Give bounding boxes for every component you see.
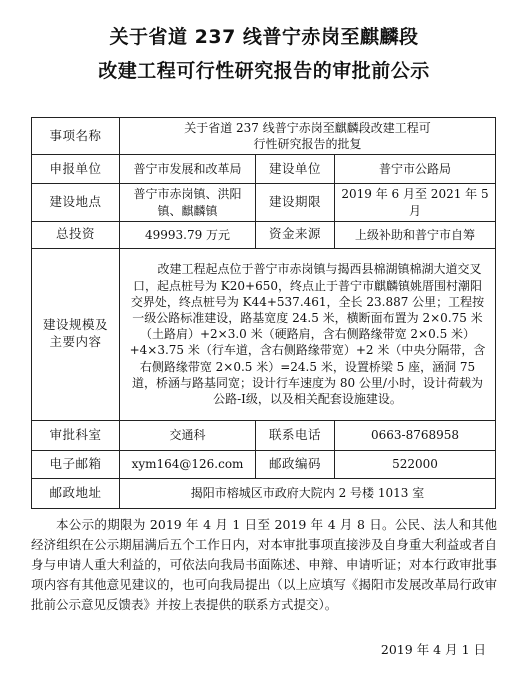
publicity-notice: 本公示的期限为 2019 年 4 月 1 日至 2019 年 4 月 8 日。公民、法人和其他经济组织在公示期届满后五个工作日内，对本审批事项直接涉及自身重大利益或者自身与申请人重大利益的，可依法向我局书面陈述、申辩、申请听证；对本行政审批事项内容有其他意见建议的，也可向我局提出（以上应填写《揭阳市发展改革局行政审批前公示意见反馈表》并按上表提供的联系方式提交）。 — [31, 517, 497, 612]
phone-value: 0663-8768958 — [335, 420, 496, 450]
email-label: 电子邮箱 — [32, 450, 120, 478]
period-value: 2019 年 6 月至 2021 年 5 月 — [335, 184, 496, 221]
publicity-table — [31, 117, 496, 509]
scope-value: 改建工程起点位于普宁市赤岗镇与揭西县棉湖镇棉湖大道交叉口，起点桩号为 K20+650，终点止于普宁市麒麟镇姚厝围村潮阳交界处，终点桩号为 K44+537.461，全长 23.887 公里；工程按一级公路标准建设，路基宽度 24.5 米，横断面布置为 2×0.75 米（土路肩）+2×3.0 米（硬路肩，含右侧路缘带宽 2×0.5 米）+4×3.75 米（行车道，含右侧路缘带宽）+2 米（中央分隔带，含右侧路缘带宽 2×0.5 米）=24.5 米，设置桥梁 5 座，涵洞 75 道，桥涵与路基同宽；设计行车速度为 80 公里/小时，设计荷载为公路-Ⅰ级，以及相关配套设施建设。 — [120, 248, 496, 420]
location-value: 普宁市赤岗镇、洪阳镇、麒麟镇 — [120, 184, 256, 221]
row-office — [32, 420, 496, 450]
period-label: 建设期限 — [256, 184, 335, 221]
office-value: 交通科 — [120, 420, 256, 450]
applicant-value: 普宁市发展和改革局 — [120, 155, 256, 184]
item-name-label: 事项名称 — [32, 118, 120, 155]
office-label: 审批科室 — [32, 420, 120, 450]
investment-label: 总投资 — [32, 221, 120, 248]
email-value: xym164@126.com — [120, 450, 256, 478]
item-name-value: 关于省道 237 线普宁赤岗至麒麟段改建工程可行性研究报告的批复 — [120, 118, 496, 155]
page-subtitle: 改建工程可行性研究报告的审批前公示 — [98, 60, 430, 82]
row-location — [32, 184, 496, 221]
row-email — [32, 450, 496, 478]
address-label: 邮政地址 — [32, 478, 120, 508]
location-label: 建设地点 — [32, 184, 120, 221]
funding-label: 资金来源 — [256, 221, 335, 248]
phone-label: 联系电话 — [256, 420, 335, 450]
investment-value: 49993.79 万元 — [120, 221, 256, 248]
address-value: 揭阳市榕城区市政府大院内 2 号楼 1013 室 — [120, 478, 496, 508]
page-title: 关于省道 237 线普宁赤岗至麒麟段 — [109, 26, 419, 48]
applicant-label: 申报单位 — [32, 155, 120, 184]
row-item-name — [32, 118, 496, 155]
funding-value: 上级补助和普宁市自筹 — [335, 221, 496, 248]
row-scope — [32, 248, 496, 420]
publish-date: 2019 年 4 月 1 日 — [380, 642, 486, 657]
row-investment — [32, 221, 496, 248]
row-address — [32, 478, 496, 508]
row-applicant — [32, 155, 496, 184]
builder-label: 建设单位 — [256, 155, 335, 184]
builder-value: 普宁市公路局 — [335, 155, 496, 184]
postcode-label: 邮政编码 — [256, 450, 335, 478]
postcode-value: 522000 — [335, 450, 496, 478]
scope-label: 建设规模及主要内容 — [32, 248, 120, 420]
